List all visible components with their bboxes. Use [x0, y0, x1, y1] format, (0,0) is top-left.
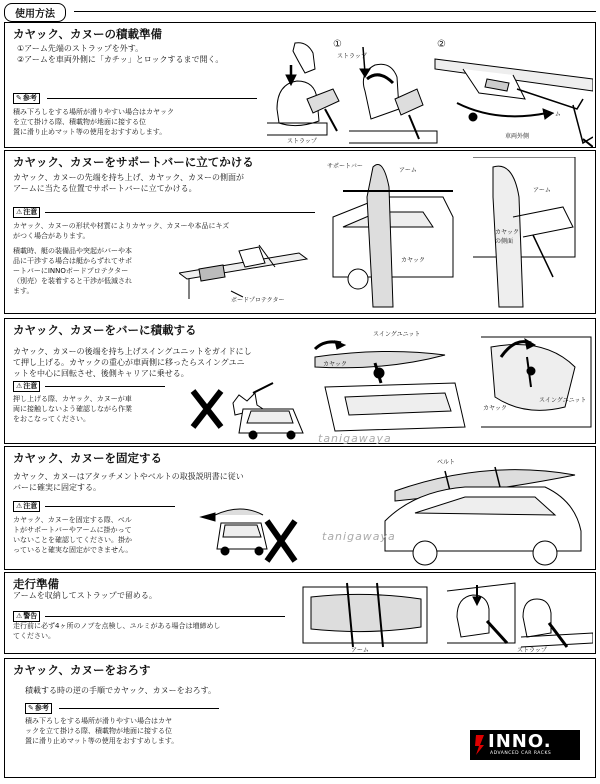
- instruction-text: カヤック、カヌーはアタッチメントやベルトの取扱説明書に従い バーに確実に固定する。: [13, 472, 244, 492]
- section-title: 走行準備: [13, 577, 59, 591]
- arm-label: アーム: [543, 111, 561, 118]
- section-load-on-bar: [4, 318, 596, 444]
- caution-text-2: 積載時、艇の装備品や突起がバーや本 品に干渉する場合は艇からずれてサポ ートバーにINNOボードプロテクター （別売）を装着すると干渉が低減され ます。: [13, 247, 132, 295]
- strap-label: ストラップ: [517, 647, 547, 654]
- warning-triangle-icon: ⚠: [16, 612, 23, 620]
- support-bar-label: サポートバー: [327, 163, 363, 170]
- caution-badge: ⚠注意: [13, 207, 40, 218]
- note-icon: ✎: [28, 704, 34, 712]
- kayak-label: カヤック: [401, 257, 426, 264]
- instruction-text: 積載する時の逆の手順でカヤック、カヌーをおろす。: [25, 686, 217, 695]
- step-1-text: ①アーム先端のストラップを外す。: [17, 44, 144, 53]
- section-title: カヤック、カヌーをサポートバーに立てかける: [13, 155, 254, 169]
- section-unload: [4, 658, 596, 778]
- arm-label-2: アーム: [533, 187, 551, 194]
- swing-unit-illustration: [305, 327, 593, 439]
- reference-badge: ✎参考: [25, 703, 52, 714]
- warning-text: 走行前に必ず4ヶ所のノブを点検し、ユルミがある場合は増締めし てください。: [13, 622, 221, 640]
- kayak-side-label: カヤック の側面: [495, 229, 520, 245]
- belt-check-illustration: [191, 503, 311, 567]
- warning-triangle-icon: ⚠: [16, 382, 23, 390]
- swing-unit-label: スイングユニット: [373, 331, 421, 338]
- board-protector-label: ボードプロテクター: [231, 297, 285, 304]
- caution-badge: ⚠注意: [13, 501, 40, 512]
- strap-label-1: ストラップ: [337, 53, 367, 60]
- warning-badge: ⚠警告: [13, 611, 40, 622]
- caution-text: カヤック、カヌーを固定する際、ベル トがサポートバーやアームに掛かって いないことを確認してください。掛か っていると確実な固定ができません。: [13, 516, 133, 554]
- instruction-text: カヤック、カヌーの後端を持ち上げスイングユニットをガイドにし て押し上げる。カヤックの重心が車両側に移ったらスイングユニ ットを中心に回転させ、後側キャリアに乗せる。: [13, 347, 252, 378]
- illus-1-number: ①: [333, 39, 342, 50]
- watermark-2: tanigawaya: [322, 530, 396, 543]
- instruction-text: アームを収納してストラップで留める。: [13, 591, 157, 600]
- instruction-text: カヤック、カヌーの先端を持ち上げ、カヤック、カヌーの側面が アームに当たる位置でサポートバーに立てかける。: [13, 173, 245, 193]
- watermark: tanigawaya: [318, 432, 392, 445]
- strap-detail-drawing: [349, 47, 437, 143]
- kayak-label-2: カヤック: [483, 405, 508, 412]
- swing-unit-label-2: スイングユニット: [539, 397, 587, 404]
- step-2-text: ②アームを車両外側に「カチッ」とロックするまで開く。: [17, 55, 224, 64]
- page-header: [4, 3, 596, 19]
- section-loading-prep: [4, 22, 596, 148]
- arm-label: アーム: [351, 647, 369, 654]
- warning-triangle-icon: ⚠: [16, 502, 23, 510]
- section-travel-prep: [4, 572, 596, 654]
- logo-tagline: ADVANCED CAR RACKS: [490, 751, 552, 756]
- arm-stowed-illustration: [297, 577, 593, 649]
- arm-label: アーム: [399, 167, 417, 174]
- section-title: カヤック、カヌーをバーに積載する: [13, 323, 197, 337]
- badge-rule: [59, 708, 219, 709]
- arm-prep-illustration: [267, 39, 593, 147]
- note-icon: ✎: [16, 94, 22, 102]
- belt-label: ベルト: [437, 459, 456, 466]
- inno-mark-icon: [474, 735, 486, 755]
- no-contact-illustration: [173, 379, 313, 441]
- strap-label-2: ストラップ: [287, 138, 317, 145]
- section-title: カヤック、カヌーの積載準備: [13, 27, 163, 41]
- badge-rule: [45, 616, 285, 617]
- caution-text: 押し上げる際、カヤック、カヌーが車 両に接触しないよう確認しながら作業 をおこなってください。: [13, 395, 132, 423]
- warning-triangle-icon: ⚠: [16, 208, 23, 216]
- hand-strap-drawing: [267, 43, 339, 135]
- caution-badge: ⚠注意: [13, 381, 40, 392]
- vehicle-outside-label: 車両外側: [505, 133, 530, 140]
- kayak-label: カヤック: [323, 361, 348, 368]
- section-title: カヤック、カヌーを固定する: [13, 451, 163, 465]
- badge-rule: [47, 98, 257, 99]
- kayak-secured-car-illustration: [375, 451, 591, 567]
- badge-rule: [45, 386, 165, 387]
- inno-logo: [470, 730, 580, 760]
- kayak-leaning-illustration: [323, 157, 593, 309]
- board-protector-illustration: [179, 243, 319, 303]
- logo-wordmark: INNO.: [488, 731, 552, 752]
- badge-rule: [45, 212, 315, 213]
- reference-text: 積み下ろしをする場所が滑りやすい場合はカヤック を立て掛ける際、積載物が地面に接する位 置に滑り止めマット等の使用をおすすめします。: [13, 108, 174, 136]
- caution-text: カヤック、カヌーの形状や材質によりカヤック、カヌーや本品にキズ がつく場合があります。: [13, 222, 230, 240]
- reference-badge: ✎参考: [13, 93, 40, 104]
- header-rule: [74, 11, 596, 12]
- section-title: カヤック、カヌーをおろす: [13, 663, 151, 677]
- illus-2-number: ②: [437, 39, 446, 50]
- section-secure-kayak: [4, 446, 596, 570]
- reference-text: 積み下ろしをする場所が滑りやすい場合はカヤ ックを立て掛ける際、積載物が地面に接する位 置に滑り止めマット等の使用をおすすめします。: [25, 717, 179, 745]
- badge-rule: [45, 506, 175, 507]
- page-title: 使用方法: [4, 3, 66, 22]
- section-lean-on-support-bar: [4, 150, 596, 314]
